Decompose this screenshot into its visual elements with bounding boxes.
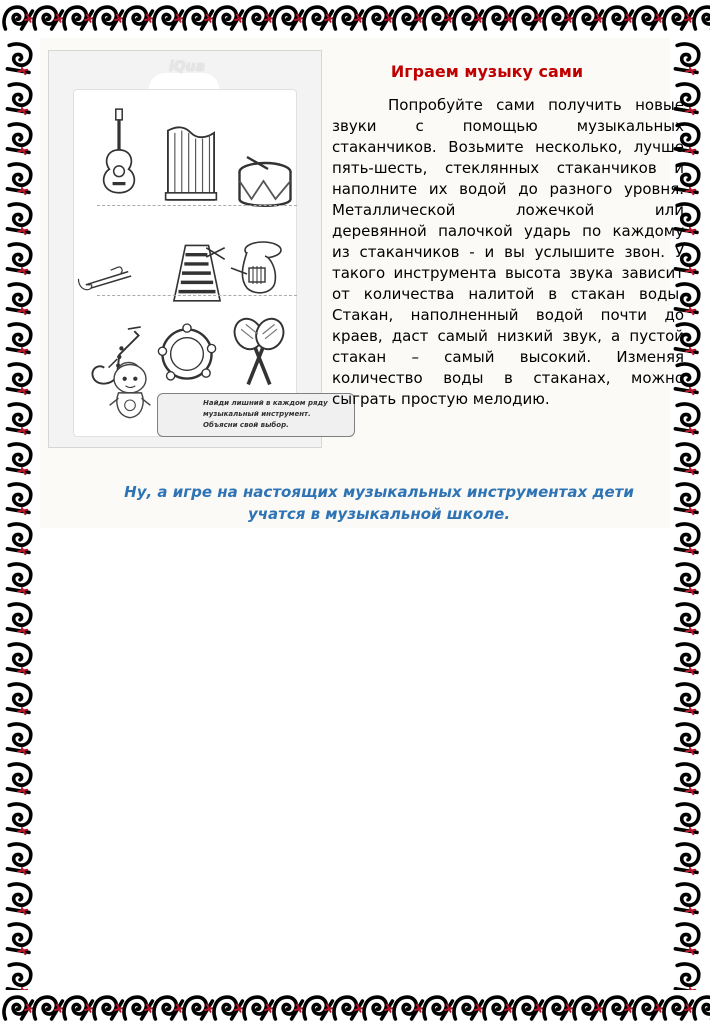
border-swirl-icon <box>7 524 30 554</box>
border-swirl-icon <box>64 997 92 1019</box>
border-swirl-icon <box>7 484 30 514</box>
border-swirl-icon <box>244 997 272 1019</box>
body-text-line: от количества налитой в стакан воды. <box>332 285 684 303</box>
border-swirl-icon <box>675 484 698 514</box>
border-swirl-icon <box>7 364 30 394</box>
border-swirl-icon <box>604 997 632 1019</box>
border-swirl-icon <box>364 7 392 29</box>
border-swirl-icon <box>4 7 32 29</box>
border-swirl-icon <box>94 997 122 1019</box>
worksheet-caption-line: Найди лишний в каждом ряду <box>203 399 328 407</box>
border-swirl-icon <box>675 764 698 794</box>
tuba-icon <box>225 223 285 313</box>
border-swirl-icon <box>675 684 698 714</box>
border-swirl-icon <box>7 724 30 754</box>
worksheet-logo: iQua <box>168 59 206 75</box>
border-swirl-icon <box>7 404 30 434</box>
border-swirl-icon <box>574 997 602 1019</box>
decorative-border-top <box>0 0 710 40</box>
border-swirl-icon <box>7 924 30 954</box>
border-swirl-icon <box>7 44 30 74</box>
border-swirl-icon <box>694 7 710 29</box>
closing-note-line: Ну, а игре на настоящих музыкальных инструментах дети <box>124 483 634 501</box>
xylophone-icon <box>167 227 227 317</box>
border-swirl-icon <box>454 7 482 29</box>
border-swirl-icon <box>7 964 30 990</box>
border-swirl-icon <box>664 997 692 1019</box>
border-swirl-icon <box>394 7 422 29</box>
body-text-line: пять-шесть, стеклянных стаканчиков и <box>332 159 684 177</box>
border-swirl-icon <box>694 997 710 1019</box>
border-swirl-icon <box>7 204 30 234</box>
border-swirl-icon <box>675 604 698 634</box>
border-swirl-icon <box>7 324 30 354</box>
body-text-line: Попробуйте сами получить новые <box>388 96 684 114</box>
border-swirl-icon <box>94 7 122 29</box>
border-swirl-icon <box>424 7 452 29</box>
border-swirl-icon <box>334 997 362 1019</box>
border-swirl-icon <box>514 997 542 1019</box>
border-swirl-icon <box>7 564 30 594</box>
border-swirl-icon <box>364 997 392 1019</box>
border-swirl-icon <box>7 244 30 274</box>
body-text-line: Стакан, наполненный водой почти до <box>332 306 684 324</box>
drum-icon <box>235 139 295 229</box>
border-swirl-icon <box>214 7 242 29</box>
border-swirl-icon <box>7 284 30 314</box>
trombone-icon <box>77 231 137 321</box>
page-title: Играем музыку сами <box>390 62 584 81</box>
body-text-line: наполните их водой до разного уровня. <box>332 180 684 198</box>
border-swirl-icon <box>544 997 572 1019</box>
border-swirl-icon <box>424 997 452 1019</box>
border-swirl-icon <box>544 7 572 29</box>
border-swirl-icon <box>124 997 152 1019</box>
mascot-icon <box>105 361 155 423</box>
border-swirl-icon <box>664 7 692 29</box>
tambourine-icon <box>157 309 217 399</box>
border-swirl-icon <box>675 644 698 674</box>
border-swirl-icon <box>675 564 698 594</box>
border-swirl-icon <box>334 7 362 29</box>
body-text-line: стакан – самый высокий. Изменяя <box>332 348 684 366</box>
body-text-line: количество воды в стаканах, можно <box>332 369 684 387</box>
border-swirl-icon <box>34 997 62 1019</box>
worksheet-image <box>48 50 328 448</box>
border-swirl-icon <box>675 444 698 474</box>
border-swirl-strip <box>0 990 710 1030</box>
border-swirl-icon <box>4 997 32 1019</box>
border-swirl-icon <box>7 604 30 634</box>
border-swirl-icon <box>7 804 30 834</box>
closing-note-line: учатся в музыкальной школе. <box>247 505 511 523</box>
border-swirl-icon <box>675 724 698 754</box>
border-swirl-icon <box>7 644 30 674</box>
border-swirl-icon <box>675 44 698 74</box>
border-swirl-icon <box>7 164 30 194</box>
border-swirl-icon <box>184 997 212 1019</box>
worksheet-caption-line: музыкальный инструмент. <box>203 410 311 418</box>
border-swirl-icon <box>304 7 332 29</box>
border-swirl-icon <box>34 7 62 29</box>
border-swirl-icon <box>7 764 30 794</box>
border-swirl-icon <box>124 7 152 29</box>
guitar-icon <box>89 107 149 197</box>
border-swirl-icon <box>214 997 242 1019</box>
border-swirl-icon <box>574 7 602 29</box>
border-swirl-icon <box>7 84 30 114</box>
decorative-border-left <box>0 40 40 990</box>
border-swirl-icon <box>675 884 698 914</box>
border-swirl-icon <box>634 7 662 29</box>
border-swirl-icon <box>274 997 302 1019</box>
border-swirl-icon <box>675 524 698 554</box>
border-swirl-icon <box>154 7 182 29</box>
border-swirl-icon <box>154 997 182 1019</box>
border-swirl-icon <box>304 997 332 1019</box>
border-swirl-icon <box>484 7 512 29</box>
border-swirl-icon <box>604 7 632 29</box>
border-swirl-icon <box>514 7 542 29</box>
border-swirl-icon <box>675 924 698 954</box>
body-text-line: деревянной палочкой ударь по каждому <box>332 222 684 240</box>
border-swirl-icon <box>7 444 30 474</box>
border-swirl-icon <box>634 997 662 1019</box>
border-swirl-icon <box>274 7 302 29</box>
decorative-border-bottom <box>0 990 710 1030</box>
border-swirl-icon <box>675 964 698 990</box>
border-swirl-icon <box>244 7 272 29</box>
worksheet-caption-line: Объясни свой выбор. <box>203 421 289 429</box>
border-swirl-icon <box>454 997 482 1019</box>
body-text-line: из стаканчиков - и вы услышите звон. У <box>332 243 684 261</box>
border-swirl-icon <box>675 804 698 834</box>
border-swirl-icon <box>484 997 512 1019</box>
border-swirl-icon <box>7 684 30 714</box>
body-text-line: стаканчиков. Возьмите несколько, лучше <box>332 138 684 156</box>
body-text-line: краев, даст самый низкий звук, а пустой <box>332 327 684 345</box>
border-swirl-icon <box>184 7 212 29</box>
border-swirl-strip <box>0 0 710 40</box>
border-swirl-icon <box>7 844 30 874</box>
border-swirl-strip <box>0 40 40 990</box>
border-swirl-icon <box>675 844 698 874</box>
border-swirl-icon <box>64 7 92 29</box>
border-swirl-icon <box>7 124 30 154</box>
row-divider <box>97 295 297 296</box>
border-swirl-icon <box>7 884 30 914</box>
body-text-line: такого инструмента высота звука зависит <box>332 264 684 282</box>
harp-icon <box>161 119 221 209</box>
border-swirl-icon <box>394 997 422 1019</box>
maracas-icon <box>229 307 289 397</box>
body-text-line: сыграть простую мелодию. <box>332 390 550 408</box>
body-text-line: звуки с помощью музыкальных <box>332 117 684 135</box>
body-text-line: Металлической ложечкой или <box>332 201 684 219</box>
row-divider <box>97 205 297 206</box>
